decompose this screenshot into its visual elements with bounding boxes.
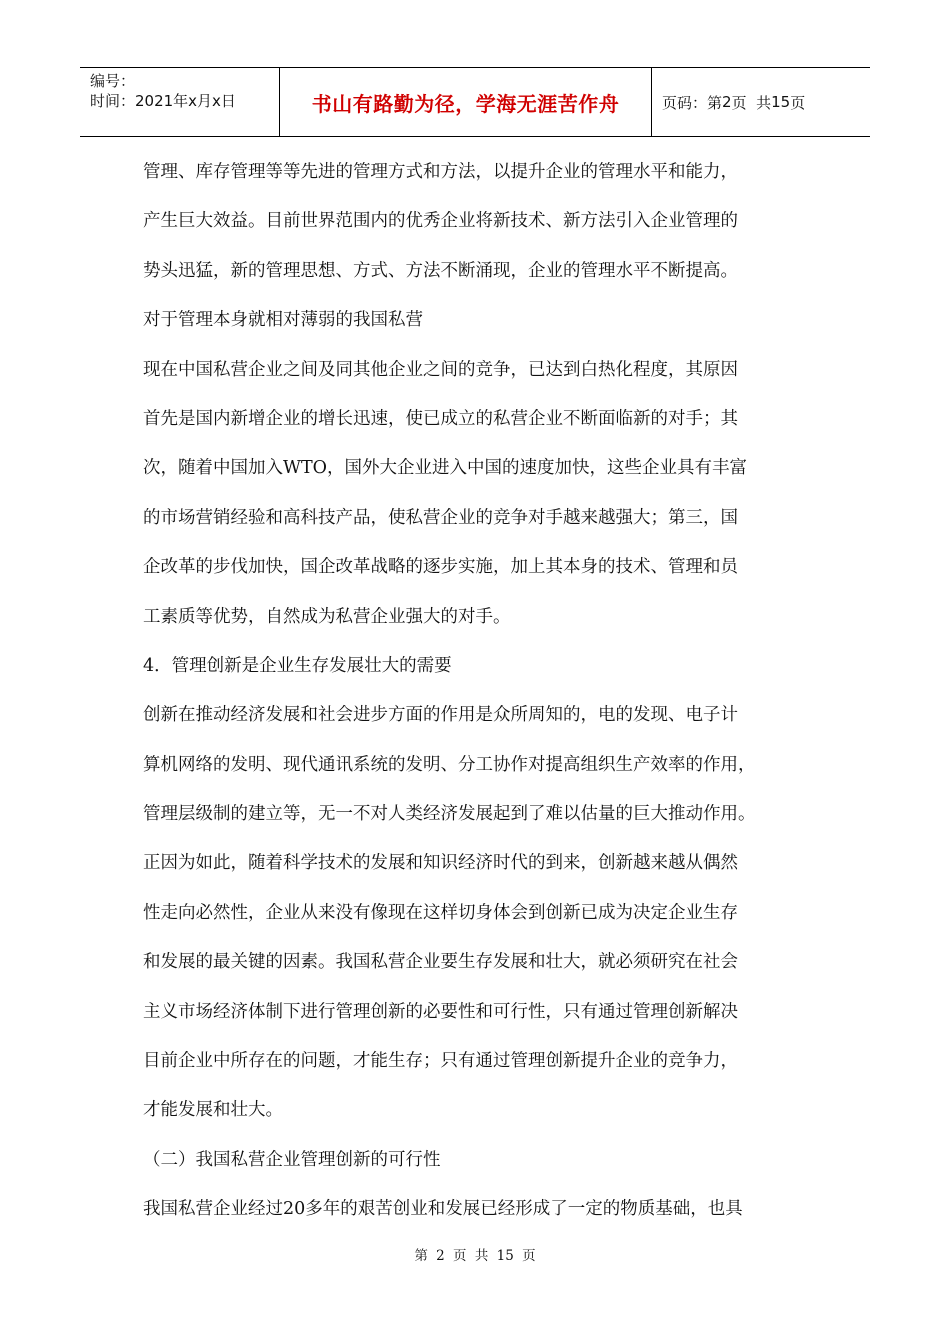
- page-header: [80, 67, 870, 137]
- text-line: 企改革的步伐加快，国企改革战略的逐步实施，加上其本身的技术、管理和员: [143, 557, 738, 578]
- text-line: 次，随着中国加入WTO，国外大企业进入中国的速度加快，这些企业具有丰富: [143, 458, 748, 479]
- text-line: 势头迅猛，新的管理思想、方式、方法不断涌现，企业的管理水平不断提高。: [143, 260, 738, 281]
- header-page-indicator: [652, 68, 870, 136]
- text-line: 性走向必然性，企业从来没有像现在这样切身体会到创新已成为决定企业生存: [143, 902, 738, 923]
- text-line: 算机网络的发明、现代通讯系统的发明、分工协作对提高组织生产效率的作用，: [143, 754, 756, 775]
- page-mid: 页 共: [731, 93, 772, 112]
- footer-total: 15: [496, 1248, 514, 1264]
- text-line: 管理、库存管理等等先进的管理方式和方法，以提升企业的管理水平和能力，: [143, 162, 738, 182]
- text-line: 才能发展和壮大。: [143, 1100, 283, 1121]
- document-number-label: 编号：: [90, 72, 136, 90]
- text-line: 对于管理本身就相对薄弱的我国私营: [143, 310, 423, 331]
- page-footer: [0, 1244, 950, 1264]
- text-line: 的市场营销经验和高科技产品，使私营企业的竞争对手越来越强大；第三，国: [143, 507, 738, 528]
- text-line: 产生巨大效益。目前世界范围内的优秀企业将新技术、新方法引入企业管理的: [143, 211, 738, 232]
- page-prefix: 页码：第: [662, 93, 723, 112]
- page-suffix: 页: [790, 93, 806, 112]
- text-line: 首先是国内新增企业的增长迅速，使已成立的私营企业不断面临新的对手；其: [143, 408, 738, 429]
- header-motto: 书山有路勤为径，学海无涯苦作舟: [280, 68, 652, 136]
- text-line: 目前企业中所存在的问题，才能生存；只有通过管理创新提升企业的竞争力，: [143, 1051, 738, 1072]
- text-line: 现在中国私营企业之间及同其他企业之间的竞争，已达到白热化程度，其原因: [143, 359, 738, 380]
- document-body: [143, 148, 823, 1235]
- section-heading: 4．管理创新是企业生存发展壮大的需要: [143, 655, 452, 676]
- header-meta: [80, 68, 280, 136]
- text-line: 和发展的最关键的因素。我国私营企业要生存发展和壮大，就必须研究在社会: [143, 952, 738, 973]
- text-line: 创新在推动经济发展和社会进步方面的作用是众所周知的，电的发现、电子计: [143, 705, 738, 726]
- text-line: 正因为如此，随着科学技术的发展和知识经济时代的到来，创新越来越从偶然: [143, 853, 738, 874]
- text-line: 工素质等优势，自然成为私营企业强大的对手。: [143, 606, 511, 627]
- section-heading: （二）我国私营企业管理创新的可行性: [143, 1149, 441, 1170]
- text-line: 管理层级制的建立等，无一不对人类经济发展起到了难以估量的巨大推动作用。: [143, 804, 756, 825]
- footer-prefix: 第: [414, 1248, 428, 1264]
- text-line: 我国私营企业经过20多年的艰苦创业和发展已经形成了一定的物质基础，也具: [143, 1199, 743, 1220]
- footer-mid: 页 共: [453, 1248, 489, 1264]
- footer-suffix: 页: [522, 1248, 536, 1264]
- page-current: 2: [722, 93, 732, 111]
- footer-current: 2: [436, 1248, 445, 1264]
- page-total: 15: [771, 93, 791, 111]
- document-time-label: 时间：2021年x月x日: [90, 92, 236, 110]
- text-line: 主义市场经济体制下进行管理创新的必要性和可行性，只有通过管理创新解决: [143, 1001, 738, 1022]
